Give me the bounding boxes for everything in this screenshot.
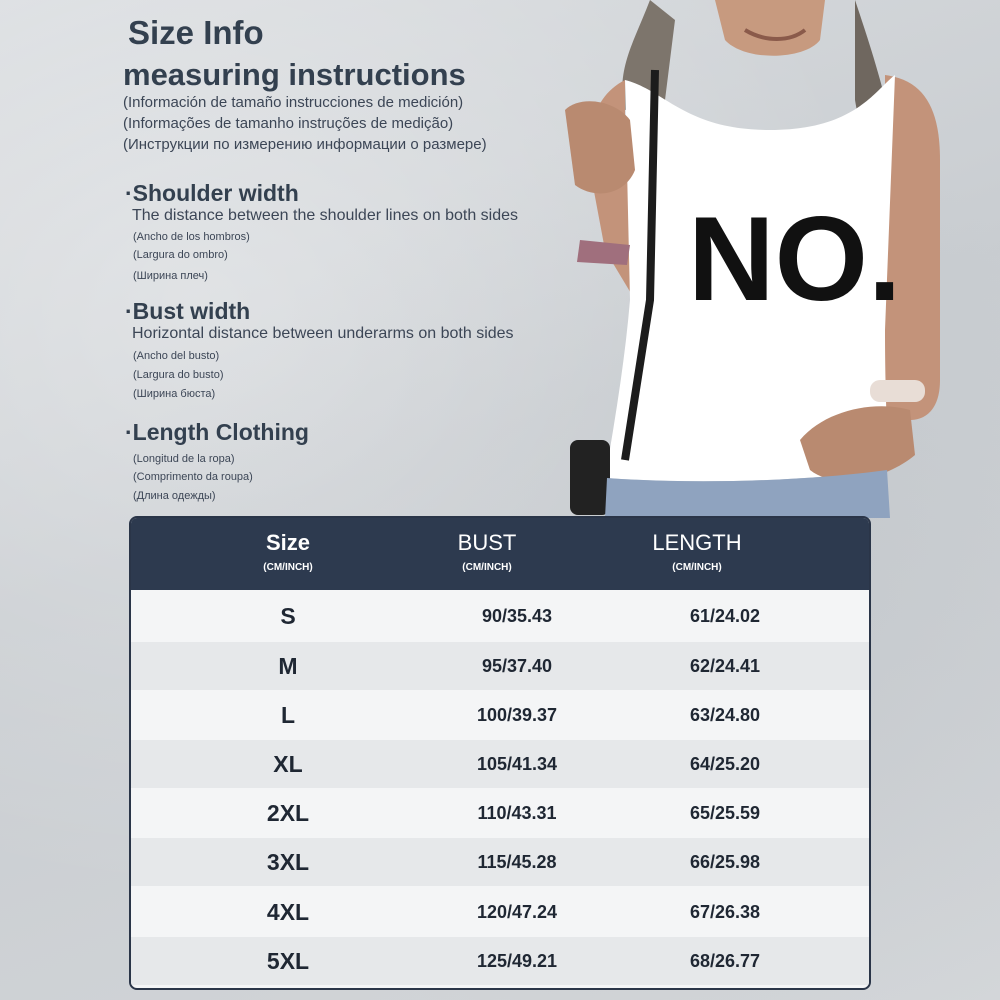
length-cell: 68/26.77 bbox=[689, 951, 761, 971]
shoulder-width-es: (Ancho de los hombros) bbox=[133, 231, 250, 243]
bust-cell: 105/41.34 bbox=[476, 754, 558, 774]
size-cell: XL bbox=[273, 751, 303, 777]
length-cell: 66/25.98 bbox=[689, 852, 761, 872]
shoulder-width-ru: (Ширина плеч) bbox=[133, 270, 208, 282]
table-row bbox=[131, 888, 869, 936]
length-cell: 65/25.59 bbox=[689, 803, 761, 823]
table-row bbox=[131, 937, 869, 985]
header-bust: BUST (CM/INCH) bbox=[457, 530, 517, 573]
page-subtitle: measuring instructions bbox=[123, 57, 466, 92]
table-row bbox=[131, 838, 869, 886]
shoulder-width-description: The distance between the shoulder lines on both sides bbox=[132, 207, 519, 224]
bust-cell: 100/39.37 bbox=[476, 705, 558, 725]
header-size: Size (CM/INCH) bbox=[263, 530, 313, 573]
bust-cell: 125/49.21 bbox=[476, 951, 558, 971]
size-cell: 5XL bbox=[266, 948, 310, 974]
size-table bbox=[129, 516, 871, 990]
model-photo bbox=[555, 0, 1000, 518]
bust-cell: 115/45.28 bbox=[477, 852, 557, 872]
size-cell: 3XL bbox=[266, 849, 310, 875]
length-cell: 63/24.80 bbox=[689, 705, 761, 725]
size-cell: 2XL bbox=[266, 800, 310, 826]
length-title: ·Length Clothing bbox=[125, 419, 309, 445]
bust-width-es: (Ancho del busto) bbox=[133, 350, 220, 362]
table-row bbox=[131, 642, 869, 690]
bust-width-title: ·Bust width bbox=[125, 298, 251, 324]
size-cell: M bbox=[278, 653, 298, 679]
table-row bbox=[131, 789, 869, 837]
length-es: (Longitud de la ropa) bbox=[133, 453, 235, 465]
shoulder-width-title: ·Shoulder width bbox=[125, 180, 299, 206]
table-row bbox=[131, 592, 869, 640]
length-cell: 61/24.02 bbox=[689, 606, 761, 626]
bust-width-ru: (Ширина бюста) bbox=[133, 388, 216, 400]
size-cell: L bbox=[280, 702, 296, 728]
size-cell: S bbox=[280, 603, 296, 629]
shirt-print: NO. bbox=[688, 192, 902, 326]
table-row bbox=[131, 691, 869, 739]
page-title: Size Info bbox=[128, 14, 264, 51]
subtitle-translation-ru: (Инструкции по измерению информации о размере) bbox=[123, 136, 487, 153]
size-cell: 4XL bbox=[266, 899, 310, 925]
subtitle-translation-es: (Información de tamaño instrucciones de medición) bbox=[123, 94, 464, 111]
length-cell: 67/26.38 bbox=[689, 902, 761, 922]
bust-cell: 90/35.43 bbox=[481, 606, 553, 626]
length-cell: 64/25.20 bbox=[689, 754, 761, 774]
length-pt: (Comprimento da roupa) bbox=[133, 471, 253, 483]
table-row bbox=[131, 740, 869, 788]
bust-cell: 120/47.24 bbox=[476, 902, 558, 922]
bust-cell: 110/43.31 bbox=[477, 803, 557, 823]
table-header bbox=[131, 518, 869, 590]
header-length: LENGTH (CM/INCH) bbox=[652, 530, 742, 573]
bust-width-description: Horizontal distance between underarms on both sides bbox=[132, 325, 514, 342]
bust-width-pt: (Largura do busto) bbox=[133, 369, 224, 381]
length-ru: (Длина одежды) bbox=[133, 490, 216, 502]
bust-cell: 95/37.40 bbox=[481, 656, 553, 676]
length-cell: 62/24.41 bbox=[689, 656, 761, 676]
subtitle-translation-pt: (Informações de tamanho instruções de medição) bbox=[123, 115, 454, 132]
shoulder-width-pt: (Largura do ombro) bbox=[133, 249, 228, 261]
